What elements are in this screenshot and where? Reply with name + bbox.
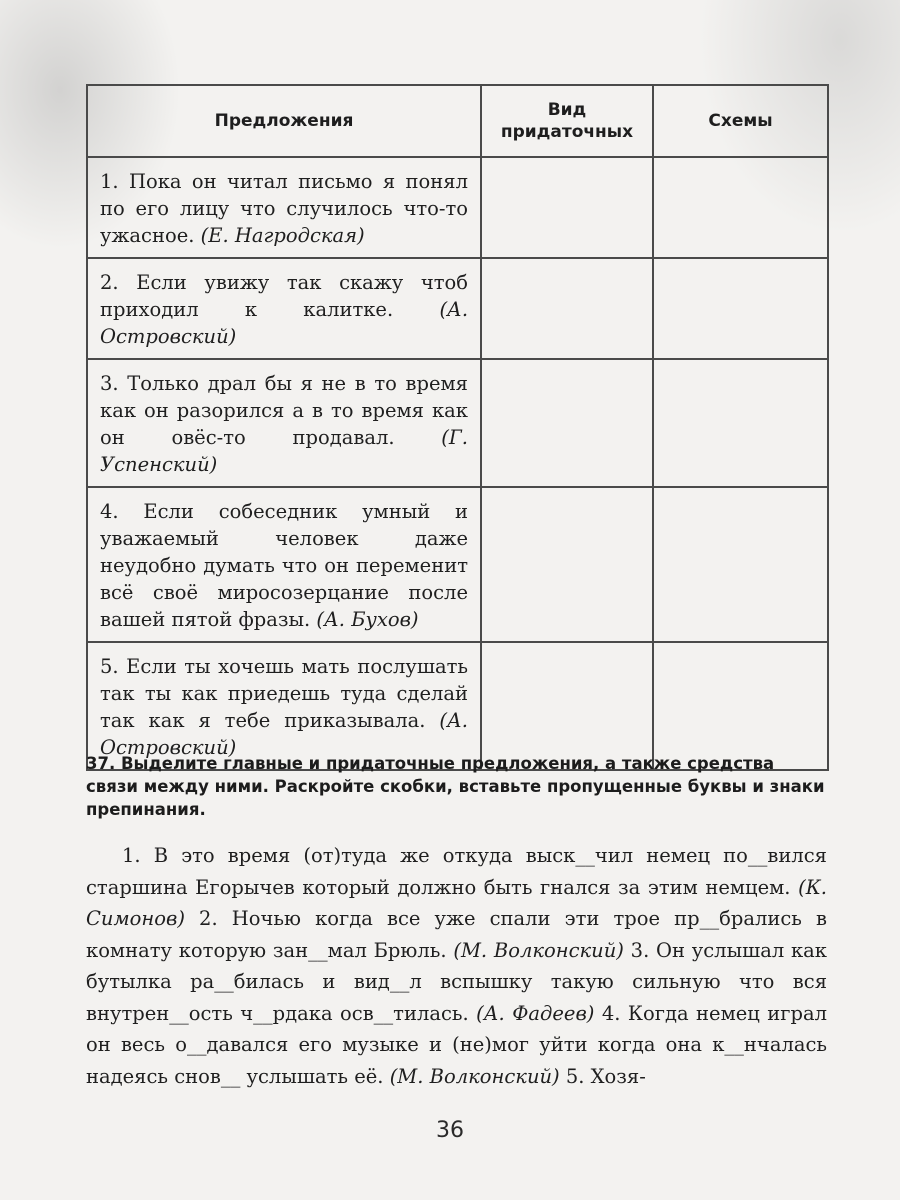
task-37-instructions: 37. Выделите главные и придаточные предложения, а также средства связи между ними. Раскройте скобки, вставьте пропущенные буквы и знаки препинания. [86,754,825,819]
table-row [87,642,828,770]
sentence-cell [87,487,481,642]
clause-type-cell[interactable] [481,258,653,359]
sentence-number: 1. [100,170,119,193]
clause-type-cell[interactable] [481,642,653,770]
sentence-number: 4. [100,500,119,523]
sentence-cell [87,359,481,487]
sentence-cell [87,258,481,359]
page-number: 36 [436,1118,464,1143]
table-header-row [87,85,828,157]
sentence-text: Если собеседник умный и уважаемый человек даже неудобно думать что он переменит всё своё миросозерцание после вашей пятой фразы. [100,500,468,631]
sentence-author: (А. Островский) [100,709,468,759]
clause-type-cell[interactable] [481,487,653,642]
sentence-author: (Г. Успенский) [100,426,468,476]
sentence-author: (А. Островский) [100,298,469,348]
scheme-cell[interactable] [653,359,828,487]
scheme-cell[interactable] [653,157,828,258]
sentence-number: 2. [100,271,119,294]
table-row [87,359,828,487]
sentence-cell [87,157,481,258]
table-row [87,487,828,642]
sentence-cell [87,642,481,770]
task-author: (К. Симонов) [86,875,827,930]
clause-type-cell[interactable] [481,157,653,258]
sentence-number: 5. [100,655,119,678]
header-schemes: Схемы [653,85,828,157]
task-sentence-text: 4. Когда немец играл он весь о__давался его музыке и (не)мог уйти когда она к__нчалась надеясь снов__ услышать её. [86,1001,827,1088]
task-sentence-text: 3. Он услышал как бутылка ра__билась и вид__л вспышку такую сильную что вся внутрен__ость ч__рдака осв__тилась. [86,938,827,1025]
task-author: (А. Фадеев) [476,1001,595,1025]
table-row [87,258,828,359]
sentence-text: Если ты хочешь мать послушать так ты как приедешь туда сделай так как я тебе приказывала. [100,655,469,732]
exercise-table [86,84,829,771]
clause-type-cell[interactable] [481,359,653,487]
sentence-author: (Е. Нагродская) [200,224,365,247]
sentence-number: 3. [100,372,119,395]
table-row [87,157,828,258]
scheme-cell[interactable] [653,258,828,359]
header-clause-type [481,85,653,157]
header-sentences: Предложения [87,85,481,157]
scheme-cell[interactable] [653,642,828,770]
task-author: (М. Волконский) [389,1064,560,1088]
sentence-text: Пока он читал письмо я понял по его лицу что случилось что-то ужасное. [100,170,468,247]
header-clause-type-label: Вид придаточных [500,100,634,142]
task-37-text [86,840,827,1092]
sentence-text: Только драл бы я не в то время как он разорился а в то время как он овёс-то продавал. [100,372,468,449]
task-author: (М. Волконский) [453,938,624,962]
scheme-cell[interactable] [653,487,828,642]
sentence-text: Если увижу так скажу чтоб приходил к калитке. [100,271,468,321]
sentence-author: (А. Бухов) [316,608,419,631]
task-sentence-text: 1. В это время (от)туда же откуда выск__чил немец по__вился старшина Егорычев который должно быть гнался за этим немцем. [86,844,827,899]
task-sentence-text: 5. Хозя- [559,1064,646,1088]
task-sentence-text: 2. Ночью когда все уже спали эти трое пр__брались в комнату которую зан__мал Брюль. [86,907,827,962]
